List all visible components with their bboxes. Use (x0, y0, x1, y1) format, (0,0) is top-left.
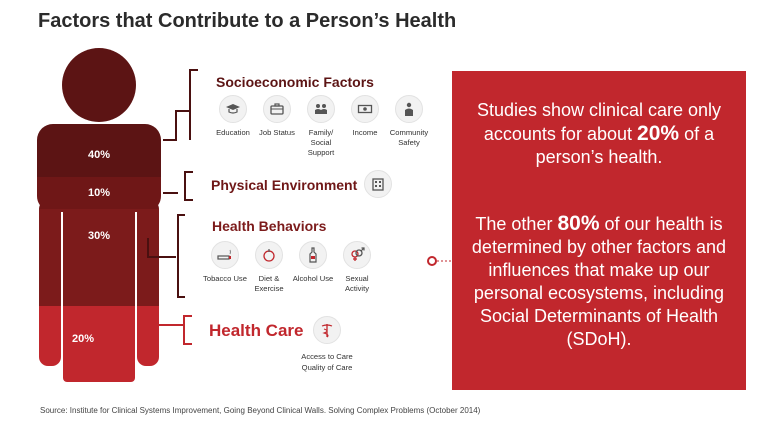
health-care-line-2: Quality of Care (301, 363, 353, 372)
highlight-20: 20% (637, 122, 680, 145)
segment-label-40: 40% (87, 149, 111, 161)
health-behaviors-title: Health Behaviors (212, 218, 327, 234)
segment-label-20: 20% (71, 333, 95, 345)
segment-label-10: 10% (87, 187, 111, 199)
socioeconomic-title: Socioeconomic Factors (216, 74, 374, 90)
item-sexual-activity: Sexual Activity (335, 241, 379, 294)
callout-connector-dot (428, 257, 436, 265)
item-diet-exercise: Diet & Exercise (247, 241, 291, 294)
behavior-items (203, 241, 379, 294)
money-icon (351, 95, 379, 123)
item-community-safety: Community Safety (387, 95, 431, 158)
community-safety-icon (395, 95, 423, 123)
caduceus-icon (313, 316, 341, 344)
physical-environment-title: Physical Environment (211, 177, 358, 193)
connector-physical (163, 172, 193, 200)
item-family-support: Family/ Social Support (299, 95, 343, 158)
food-icon (255, 241, 283, 269)
health-care-title: Health Care (209, 321, 304, 340)
page-title: Factors that Contribute to a Person’s Health (38, 10, 457, 32)
gender-icon (343, 241, 371, 269)
connector-socioeconomic (163, 70, 198, 140)
bottle-icon (299, 241, 327, 269)
graduation-cap-icon (219, 95, 247, 123)
callout-panel (452, 71, 746, 390)
briefcase-icon (263, 95, 291, 123)
building-icon (364, 170, 392, 198)
segment-label-30: 30% (87, 230, 111, 242)
item-education: Education (211, 95, 255, 158)
health-care-line-1: Access to Care (301, 352, 353, 361)
item-job-status: Job Status (255, 95, 299, 158)
item-alcohol: Alcohol Use (291, 241, 335, 294)
source-citation: Source: Institute for Clinical Systems Improvement, Going Beyond Clinical Walls. Solving Complex Problems (October 2014) (40, 406, 481, 415)
item-tobacco: Tobacco Use (203, 241, 247, 294)
callout-paragraph-2: The other 80% of our health is determined by other factors and influences that make up our personal ecosystems, including Social Determinants of Health (SDoH). (471, 212, 727, 349)
highlight-80: 80% (557, 212, 600, 235)
person-head (62, 48, 136, 122)
cigarette-icon (211, 241, 239, 269)
socioeconomic-items (211, 95, 431, 158)
callout-paragraph-1: Studies show clinical care only accounts for about 20% of a person’s health. (476, 100, 722, 167)
item-income: Income (343, 95, 387, 158)
people-icon (307, 95, 335, 123)
